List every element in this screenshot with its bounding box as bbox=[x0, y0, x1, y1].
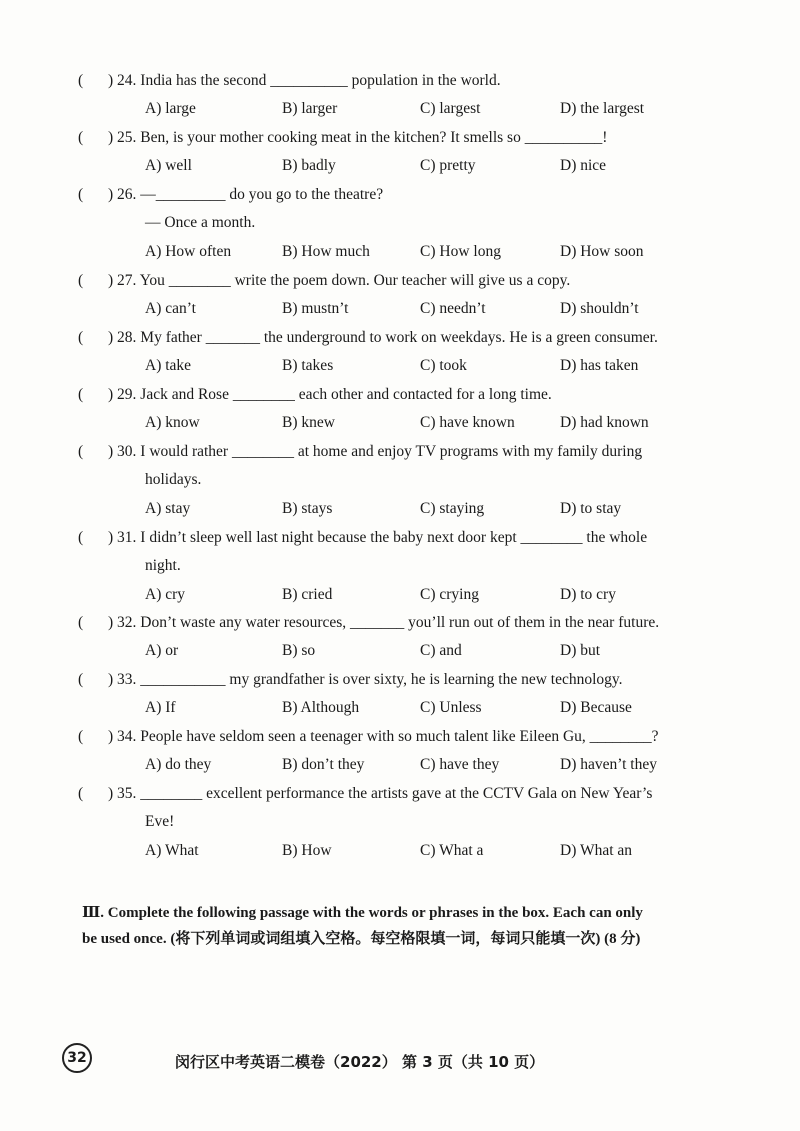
answer-option[interactable]: C) took bbox=[420, 357, 467, 374]
answer-option[interactable]: B) cried bbox=[282, 586, 333, 603]
answer-option[interactable]: D) How soon bbox=[560, 243, 644, 260]
answer-option[interactable]: D) nice bbox=[560, 157, 607, 174]
question-text: ) 33. ___________ my grandfather is over sixty, he is learning the new technology. bbox=[108, 671, 623, 688]
answer-option[interactable]: A) What bbox=[145, 842, 199, 859]
answer-option[interactable]: B) How bbox=[282, 842, 332, 859]
footer-text: 闵行区中考英语二模卷（2022） 第 3 页（共 10 页） bbox=[175, 1053, 545, 1071]
answer-bracket[interactable]: ( bbox=[78, 785, 84, 802]
answer-bracket[interactable]: ( bbox=[78, 386, 84, 403]
section-heading-line1: Ⅲ. Complete the following passage with the words or phrases in the box. Each can only bbox=[82, 905, 643, 921]
question-stem bbox=[78, 728, 659, 746]
question-stem bbox=[78, 72, 501, 90]
question-continuation: night. bbox=[145, 557, 181, 574]
page-badge: 32 bbox=[62, 1043, 92, 1073]
answer-bracket[interactable]: ( bbox=[78, 443, 84, 460]
answer-option[interactable]: D) Because bbox=[560, 699, 632, 716]
answer-option[interactable]: C) and bbox=[420, 642, 462, 659]
answer-option[interactable]: C) have they bbox=[420, 756, 500, 773]
question-stem bbox=[78, 443, 642, 461]
answer-option[interactable]: A) take bbox=[145, 357, 192, 374]
question-stem bbox=[78, 614, 659, 632]
answer-option[interactable]: A) large bbox=[145, 100, 196, 117]
answer-option[interactable]: A) If bbox=[145, 699, 176, 716]
answer-option[interactable]: C) staying bbox=[420, 500, 485, 517]
question-continuation: — Once a month. bbox=[145, 214, 256, 231]
answer-option[interactable]: B) knew bbox=[282, 414, 335, 431]
answer-option[interactable]: B) don’t they bbox=[282, 756, 365, 773]
answer-option[interactable]: A) can’t bbox=[145, 300, 196, 317]
section-heading-line2: be used once. (将下列单词或词组填入空格。每空格限填一词，每词只能填一次) (8 分) bbox=[82, 931, 641, 947]
answer-option[interactable]: C) crying bbox=[420, 586, 479, 603]
question-text: ) 27. You ________ write the poem down. Our teacher will give us a copy. bbox=[108, 272, 571, 289]
answer-option[interactable]: B) badly bbox=[282, 157, 336, 174]
question-text: ) 26. —_________ do you go to the theatre? bbox=[108, 186, 384, 203]
answer-bracket[interactable]: ( bbox=[78, 614, 84, 631]
answer-option[interactable]: D) has taken bbox=[560, 357, 639, 374]
question-text: ) 24. India has the second __________ population in the world. bbox=[108, 72, 501, 89]
question-text: ) 29. Jack and Rose ________ each other and contacted for a long time. bbox=[108, 386, 552, 403]
question-text: ) 35. ________ excellent performance the artists gave at the CCTV Gala on New Year’s bbox=[108, 785, 653, 802]
answer-option[interactable]: C) largest bbox=[420, 100, 481, 117]
answer-option[interactable]: A) or bbox=[145, 642, 179, 659]
answer-option[interactable]: D) What an bbox=[560, 842, 633, 859]
question-text: ) 25. Ben, is your mother cooking meat in the kitchen? It smells so __________! bbox=[108, 129, 608, 146]
answer-option[interactable]: A) know bbox=[145, 414, 200, 431]
answer-option[interactable]: D) shouldn’t bbox=[560, 300, 639, 317]
answer-option[interactable]: C) needn’t bbox=[420, 300, 486, 317]
answer-option[interactable]: D) haven’t they bbox=[560, 756, 657, 773]
answer-bracket[interactable]: ( bbox=[78, 329, 84, 346]
answer-option[interactable]: A) How often bbox=[145, 243, 232, 260]
question-stem bbox=[78, 272, 570, 290]
answer-option[interactable]: D) to cry bbox=[560, 586, 616, 603]
answer-option[interactable]: C) How long bbox=[420, 243, 501, 260]
answer-option[interactable]: D) but bbox=[560, 642, 601, 659]
answer-bracket[interactable]: ( bbox=[78, 272, 84, 289]
answer-option[interactable]: B) Although bbox=[282, 699, 360, 716]
answer-bracket[interactable]: ( bbox=[78, 186, 84, 203]
question-stem bbox=[78, 329, 658, 347]
answer-option[interactable]: C) pretty bbox=[420, 157, 476, 174]
answer-option[interactable]: B) stays bbox=[282, 500, 333, 517]
answer-option[interactable]: B) takes bbox=[282, 357, 334, 374]
answer-option[interactable]: C) have known bbox=[420, 414, 515, 431]
answer-bracket[interactable]: ( bbox=[78, 72, 84, 89]
question-continuation: holidays. bbox=[145, 471, 202, 488]
answer-option[interactable]: D) the largest bbox=[560, 100, 645, 117]
answer-option[interactable]: B) larger bbox=[282, 100, 338, 117]
answer-option[interactable]: D) had known bbox=[560, 414, 649, 431]
question-stem bbox=[78, 186, 383, 204]
question-text: ) 32. Don’t waste any water resources, _______ you’ll run out of them in the near future. bbox=[108, 614, 660, 631]
question-stem bbox=[78, 386, 552, 404]
answer-option[interactable]: D) to stay bbox=[560, 500, 622, 517]
section-heading bbox=[82, 900, 722, 952]
answer-option[interactable]: A) do they bbox=[145, 756, 212, 773]
question-stem bbox=[78, 785, 652, 803]
question-text: ) 28. My father _______ the underground to work on weekdays. He is a green consumer. bbox=[108, 329, 658, 346]
question-text: ) 30. I would rather ________ at home and enjoy TV programs with my family during bbox=[108, 443, 643, 460]
answer-bracket[interactable]: ( bbox=[78, 671, 84, 688]
question-stem bbox=[78, 129, 607, 147]
answer-option[interactable]: A) well bbox=[145, 157, 192, 174]
question-text: ) 31. I didn’t sleep well last night because the baby next door kept ________ the whole bbox=[108, 529, 648, 546]
answer-bracket[interactable]: ( bbox=[78, 129, 84, 146]
answer-option[interactable]: C) What a bbox=[420, 842, 484, 859]
answer-option[interactable]: B) mustn’t bbox=[282, 300, 349, 317]
question-continuation: Eve! bbox=[145, 813, 175, 830]
answer-option[interactable]: B) so bbox=[282, 642, 316, 659]
answer-bracket[interactable]: ( bbox=[78, 529, 84, 546]
answer-option[interactable]: A) stay bbox=[145, 500, 191, 517]
answer-bracket[interactable]: ( bbox=[78, 728, 84, 745]
question-text: ) 34. People have seldom seen a teenager with so much talent like Eileen Gu, ________? bbox=[108, 728, 659, 745]
answer-option[interactable]: B) How much bbox=[282, 243, 370, 260]
question-stem bbox=[78, 529, 647, 547]
answer-option[interactable]: C) Unless bbox=[420, 699, 482, 716]
answer-option[interactable]: A) cry bbox=[145, 586, 186, 603]
question-stem bbox=[78, 671, 623, 689]
